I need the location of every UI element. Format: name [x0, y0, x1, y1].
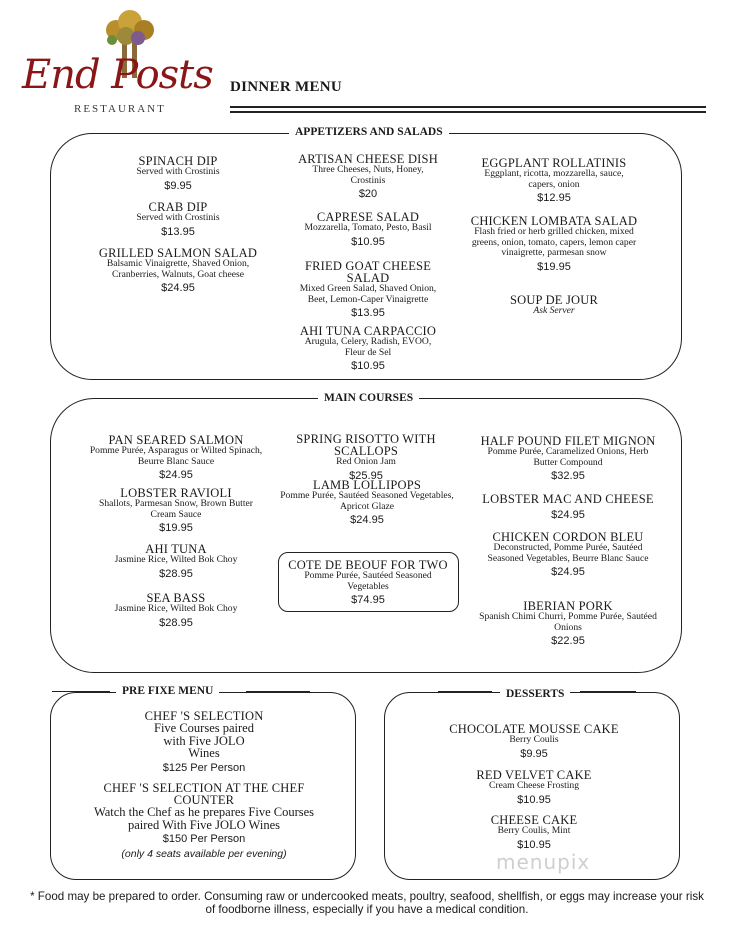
- menu-item: CHEF 'S SELECTION Five Courses paired with Five JOLO Wines $125 Per Person: [144, 709, 264, 774]
- menu-item: CHEF 'S SELECTION AT THE CHEF COUNTER Watch the Chef as he prepares Five Courses paired With Five JOLO Wines $150 Per Person (only 4 seats available per evening): [93, 781, 315, 860]
- header-rule-bottom: [230, 111, 706, 113]
- menu-item: ARTISAN CHEESE DISH Three Cheeses, Nuts, Honey, Crostinis $20: [298, 152, 438, 200]
- logo-wordmark: End Posts: [22, 52, 213, 98]
- menu-item: CHEESE CAKE Berry Coulis, Mint $10.95: [490, 813, 578, 851]
- menu-item: SEA BASS Jasmine Rice, Wilted Bok Choy $28.95: [114, 591, 238, 629]
- menu-item: GRILLED SALMON SALAD Balsamic Vinaigrette, Shaved Onion, Cranberries, Walnuts, Goat cheese $24.95: [98, 246, 258, 294]
- menu-item: LOBSTER RAVIOLI Shallots, Parmesan Snow, Brown Butter Cream Sauce $19.95: [99, 486, 253, 534]
- menu-item: LOBSTER MAC AND CHEESE $24.95: [482, 492, 654, 521]
- menu-item: CHOCOLATE MOUSSE CAKE Berry Coulis $9.95: [449, 722, 619, 760]
- menu-item: AHI TUNA Jasmine Rice, Wilted Bok Choy $28.95: [114, 542, 238, 580]
- prefixe-title: PRE FIXE MENU: [116, 685, 219, 697]
- menu-item: IBERIAN PORK Spanish Chimi Churri, Pomme Purée, Sautéed Onions $22.95: [479, 599, 657, 647]
- logo-subtitle: RESTAURANT: [74, 103, 166, 115]
- menu-item: LAMB LOLLIPOPS Pomme Purée, Sautéed Seasoned Vegetables, Apricot Glaze $24.95: [280, 478, 454, 526]
- appetizers-title: APPETIZERS AND SALADS: [289, 126, 449, 138]
- menu-item: CAPRESE SALAD Mozzarella, Tomato, Pesto, Basil $10.95: [304, 210, 432, 248]
- menu-item: PAN SEARED SALMON Pomme Purée, Asparagus or Wilted Spinach, Beurre Blanc Sauce $24.95: [89, 433, 263, 481]
- menu-item: SPRING RISOTTO WITH SCALLOPS Red Onion Jam $25.95: [296, 432, 436, 482]
- restaurant-logo: [22, 8, 222, 116]
- prefixe-title-rule-right: [246, 691, 310, 692]
- header-rule-top: [230, 106, 706, 108]
- main-courses-title: MAIN COURSES: [318, 392, 419, 404]
- menu-item: FRIED GOAT CHEESE SALAD Mixed Green Salad, Shaved Onion, Beet, Lemon-Caper Vinaigrette $13.95: [299, 259, 437, 319]
- menu-item: COTE DE BEOUF FOR TWO Pomme Purée, Sautéed Seasoned Vegetables $74.95: [288, 558, 448, 606]
- menu-item: CHICKEN LOMBATA SALAD Flash fried or herb grilled chicken, mixed greens, onion, tomato, capers, lemon caper vinaigrette, parmesan snow $19.95: [470, 214, 638, 273]
- menu-item: AHI TUNA CARPACCIO Arugula, Celery, Radish, EVOO, Fleur de Sel $10.95: [299, 324, 437, 372]
- menu-item: HALF POUND FILET MIGNON Pomme Purée, Caramelized Onions, Herb Butter Compound $32.95: [480, 434, 656, 482]
- food-safety-footnote: * Food may be prepared to order. Consuming raw or undercooked meats, poultry, seafood, shellfish, or eggs may increase your risk of foodborne illness, especially if you have a medical condition.: [30, 890, 704, 916]
- watermark: menupix: [496, 850, 591, 874]
- prefixe-title-rule-left: [52, 691, 110, 692]
- menu-item: SPINACH DIP Served with Crostinis $9.95: [136, 154, 220, 192]
- page-title: DINNER MENU: [230, 79, 343, 95]
- menu-item: CHICKEN CORDON BLEU Deconstructed, Pomme Purée, Sautéed Seasoned Vegetables, Beurre Blanc Sauce $24.95: [487, 530, 649, 578]
- menu-item: CRAB DIP Served with Crostinis $13.95: [136, 200, 220, 238]
- desserts-title-rule-right: [580, 691, 636, 692]
- menu-item: SOUP DE JOUR Ask Server: [509, 293, 599, 316]
- menu-item: EGGPLANT ROLLATINIS Eggplant, ricotta, mozzarella, sauce, capers, onion $12.95: [481, 156, 627, 204]
- desserts-title-rule-left: [438, 691, 492, 692]
- desserts-title: DESSERTS: [500, 688, 570, 700]
- menu-item: RED VELVET CAKE Cream Cheese Frosting $10.95: [476, 768, 592, 806]
